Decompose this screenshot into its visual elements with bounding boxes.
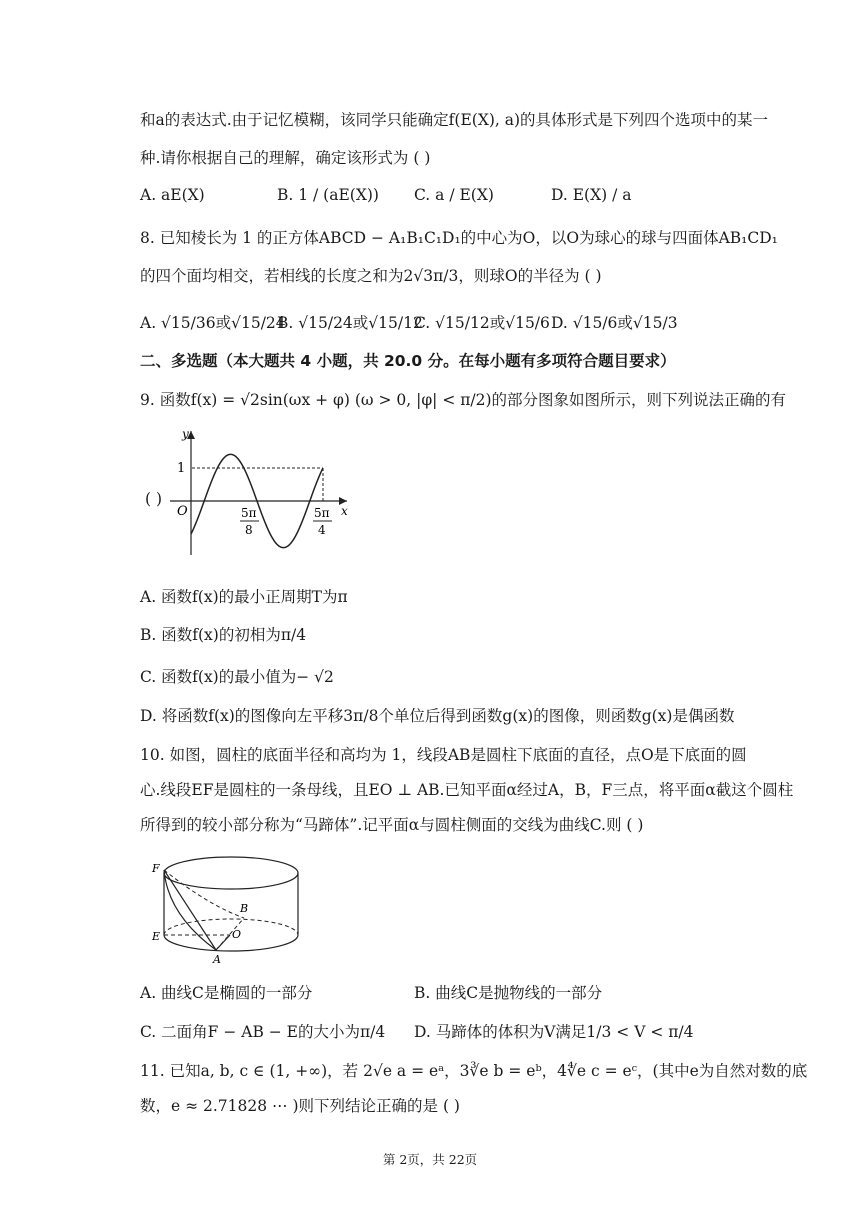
q10-option-b: B. 曲线C是抛物线的一部分 xyxy=(414,984,603,1002)
label-F: F xyxy=(152,862,160,875)
tick-5pi-8-den: 8 xyxy=(245,523,253,537)
q9-option-a: A. 函数f(x)的最小正周期T为π xyxy=(140,588,348,606)
q8-text-line-2: 的四个面均相交，若相线的长度之和为2√3π/3，则球O的半径为 ( ) xyxy=(140,267,602,285)
q7-text-line-2: 种.请你根据自己的理解，确定该形式为 ( ) xyxy=(140,149,431,167)
q7-option-c: C. a / E(X) xyxy=(414,186,494,204)
q7-text-line-1: 和a的表达式.由于记忆模糊，该同学只能确定f(E(X), a)的具体形式是下列四个选项中的某一 xyxy=(140,111,769,129)
q10-text-line-1: 10. 如图，圆柱的底面半径和高均为 1，线段AB是圆柱下底面的直径，点O是下底面的圆 xyxy=(140,746,747,764)
origin-label: O xyxy=(177,504,188,519)
q9-option-c: C. 函数f(x)的最小值为− √2 xyxy=(140,668,334,686)
y-axis-label: y xyxy=(182,427,189,441)
tick-one-label: 1 xyxy=(177,461,186,476)
q10-option-a: A. 曲线C是椭圆的一部分 xyxy=(140,984,313,1002)
label-E: E xyxy=(152,930,161,943)
tick-5pi-8-num: 5π xyxy=(241,506,257,520)
tick-5pi-4-den: 4 xyxy=(318,523,326,537)
q10-option-d: D. 马蹄体的体积为V满足1/3 < V < π/4 xyxy=(414,1023,694,1041)
q8-option-a: A. √15/36或√15/24 xyxy=(140,314,286,332)
q8-text-line-1: 8. 已知棱长为 1 的正方体ABCD − A₁B₁C₁D₁的中心为O，以O为球心的球与四面体AB₁CD₁ xyxy=(140,229,778,247)
tick-5pi-4-num: 5π xyxy=(314,506,330,520)
q7-option-d: D. E(X) / a xyxy=(551,186,632,204)
q8-option-b: B. √15/24或√15/12 xyxy=(277,314,423,332)
q10-text-line-3: 所得到的较小部分称为“马蹄体”.记平面α与圆柱侧面的交线为曲线C.则 ( ) xyxy=(140,816,644,834)
q10-text-line-2: 心.线段EF是圆柱的一条母线，且EO ⊥ AB.已知平面α经过A，B，F三点，将平面α截这个圆柱 xyxy=(140,781,794,799)
q11-text-line-2: 数，e ≈ 2.71828 ⋯ )则下列结论正确的是 ( ) xyxy=(140,1097,460,1115)
q9-sine-graph xyxy=(165,425,360,560)
q9-option-d: D. 将函数f(x)的图像向左平移3π/8个单位后得到函数g(x)的图像，则函数g(x)是偶函数 xyxy=(140,707,735,725)
q8-option-d: D. √15/6或√15/3 xyxy=(551,314,678,332)
q7-option-a: A. aE(X) xyxy=(140,186,205,204)
label-O: O xyxy=(232,928,242,941)
q10-option-c: C. 二面角F − AB − E的大小为π/4 xyxy=(140,1023,386,1041)
x-axis-label: x xyxy=(341,504,348,518)
q9-answer-paren: ( ) xyxy=(145,490,163,508)
page-footer: 第 2页，共 22页 xyxy=(382,1152,478,1167)
q9-text: 9. 函数f(x) = √2sin(ωx + φ) (ω > 0, |φ| < π/2)的部分图象如图所示，则下列说法正确的有 xyxy=(140,391,787,409)
q10-cylinder-figure xyxy=(148,850,318,965)
q9-option-b: B. 函数f(x)的初相为π/4 xyxy=(140,626,307,644)
q11-text-line-1: 11. 已知a, b, c ∈ (1, +∞)，若 2√e a = eᵃ，3∛e b = eᵇ，4∜e c = eᶜ，(其中e为自然对数的底 xyxy=(140,1062,808,1080)
q8-option-c: C. √15/12或√15/6 xyxy=(414,314,550,332)
label-A: A xyxy=(213,953,221,965)
q7-option-b: B. 1 / (aE(X)) xyxy=(277,186,379,204)
section-2-heading: 二、多选题（本大题共 4 小题，共 20.0 分。在每小题有多项符合题目要求） xyxy=(140,352,676,370)
label-B: B xyxy=(240,902,249,915)
